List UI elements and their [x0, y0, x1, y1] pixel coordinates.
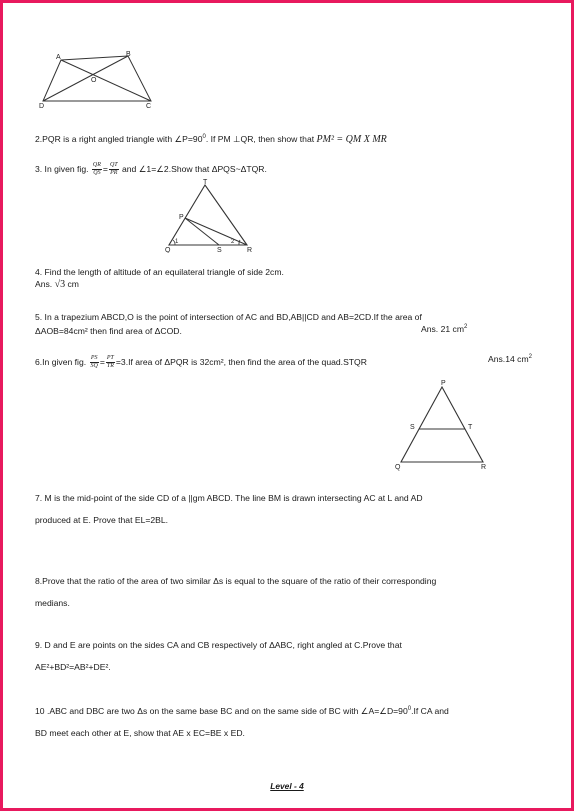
fig1-label-b: B [126, 51, 131, 58]
q3-equals: = [102, 164, 108, 174]
q4-ans-suffix: cm [65, 279, 79, 289]
fig2-angle-2: 2 [231, 239, 235, 245]
q5-ans-sup: 2 [464, 324, 468, 331]
question-3 [35, 161, 267, 177]
question-8 [35, 570, 436, 614]
fig2-angle-1: 1 [175, 239, 179, 245]
q2-text-mid: . If PM ⊥QR, then show that [205, 133, 317, 144]
q10-line1-b: .If CA and [411, 705, 449, 716]
question-10 [35, 698, 449, 744]
q3-f1-den: QS [93, 170, 101, 177]
q6-equals: = [99, 357, 105, 367]
level-footer: Level - 4 [270, 781, 304, 791]
question-9 [35, 634, 402, 678]
q5-ans-text: Ans. 21 cm [421, 324, 464, 334]
q6-f1-num: PS [90, 355, 98, 362]
fig3-label-r: R [481, 464, 487, 471]
fig3-label-q: Q [395, 464, 401, 471]
fig2-label-p: P [179, 214, 184, 221]
q3-prefix: 3. In given fig. [35, 164, 91, 174]
q6-f2-den: TR [106, 363, 114, 370]
q5-line2: ΔAOB=84cm² then find area of ΔCOD. [35, 326, 182, 336]
fig1-label-c: C [146, 103, 152, 109]
q3-f2-num: QT [109, 162, 118, 169]
q3-fraction-1 [92, 162, 102, 177]
figure-trapezium-abcd [33, 51, 163, 109]
q7-line2: produced at E. Prove that EL=2BL. [35, 515, 169, 525]
q4-ans-math: √3 [54, 279, 66, 290]
q2-text: 2.PQR is a right angled triangle with ∠P=90 [35, 133, 203, 144]
question-7 [35, 487, 423, 531]
q7-line1: 7. M is the mid-point of the side CD of a ||gm ABCD. The line BM is drawn intersecting AC at L and AD [35, 493, 423, 503]
question-4 [35, 266, 284, 291]
fig1-label-d: D [39, 103, 45, 109]
fig1-label-a: A [56, 54, 61, 61]
q6-answer [488, 354, 532, 364]
q3-fraction-2 [109, 162, 119, 177]
q10-degree: 0 [407, 706, 412, 712]
q6-ans-text: Ans.14 cm [488, 354, 529, 364]
fig3-label-p: P [441, 380, 446, 387]
q3-f2-den: PR [110, 170, 118, 177]
q4-answer [35, 278, 284, 291]
q6-fraction-1 [90, 355, 99, 370]
fig1-label-o: O [91, 77, 97, 84]
q2-math: PM² = QM X MR [316, 133, 387, 145]
q9-line1: 9. D and E are points on the sides CA and CB respectively of ΔABC, right angled at C.Prove that [35, 640, 402, 650]
q5-line1: 5. In a trapezium ABCD,O is the point of intersection of AC and BD,AB||CD and AB=2CD.If the area of [35, 312, 422, 322]
q8-line2: medians. [35, 598, 70, 608]
q6-fraction-2 [106, 355, 115, 370]
q10-line1 [35, 698, 449, 722]
figure-triangle-tqr [161, 177, 261, 253]
q6-prefix: 6.In given fig. [35, 357, 89, 367]
q8-line1: 8.Prove that the ratio of the area of two similar Δs is equal to the square of the ratio of their corresponding [35, 576, 437, 586]
q10-line1-a: 10 .ABC and DBC are two Δs on the same base BC and on the same side of BC with ∠A=∠D=90 [35, 705, 408, 716]
q4-text: 4. Find the length of altitude of an equilateral triangle of side 2cm. [35, 267, 284, 277]
q10-line2: BD meet each other at E, show that AE x EC=BE x ED. [35, 727, 245, 738]
fig3-label-t: T [468, 424, 473, 431]
q5-answer [421, 324, 467, 334]
fig2-label-t: T [203, 179, 208, 186]
q3-f1-num: QR [92, 162, 101, 169]
fig2-label-s: S [217, 247, 222, 253]
question-2 [35, 131, 387, 146]
question-5 [35, 310, 422, 338]
fig2-label-r: R [247, 247, 253, 253]
fig3-label-s: S [410, 424, 415, 431]
q6-f1-den: SQ [90, 363, 98, 370]
q4-ans-prefix: Ans. [35, 279, 55, 289]
q9-line2: AE²+BD²=AB²+DE². [35, 662, 111, 672]
q6-suffix: =3.If area of ΔPQR is 32cm², then find the area of the quad.STQR [115, 357, 367, 367]
fig2-label-q: Q [165, 247, 171, 253]
q6-ans-sup: 2 [528, 354, 532, 361]
figure-triangle-pqr [389, 377, 499, 473]
q6-f2-num: PT [106, 355, 114, 362]
q2-degree: 0 [202, 134, 206, 140]
q3-suffix: and ∠1=∠2.Show that ΔPQS~ΔTQR. [119, 164, 267, 174]
question-6 [35, 354, 367, 370]
